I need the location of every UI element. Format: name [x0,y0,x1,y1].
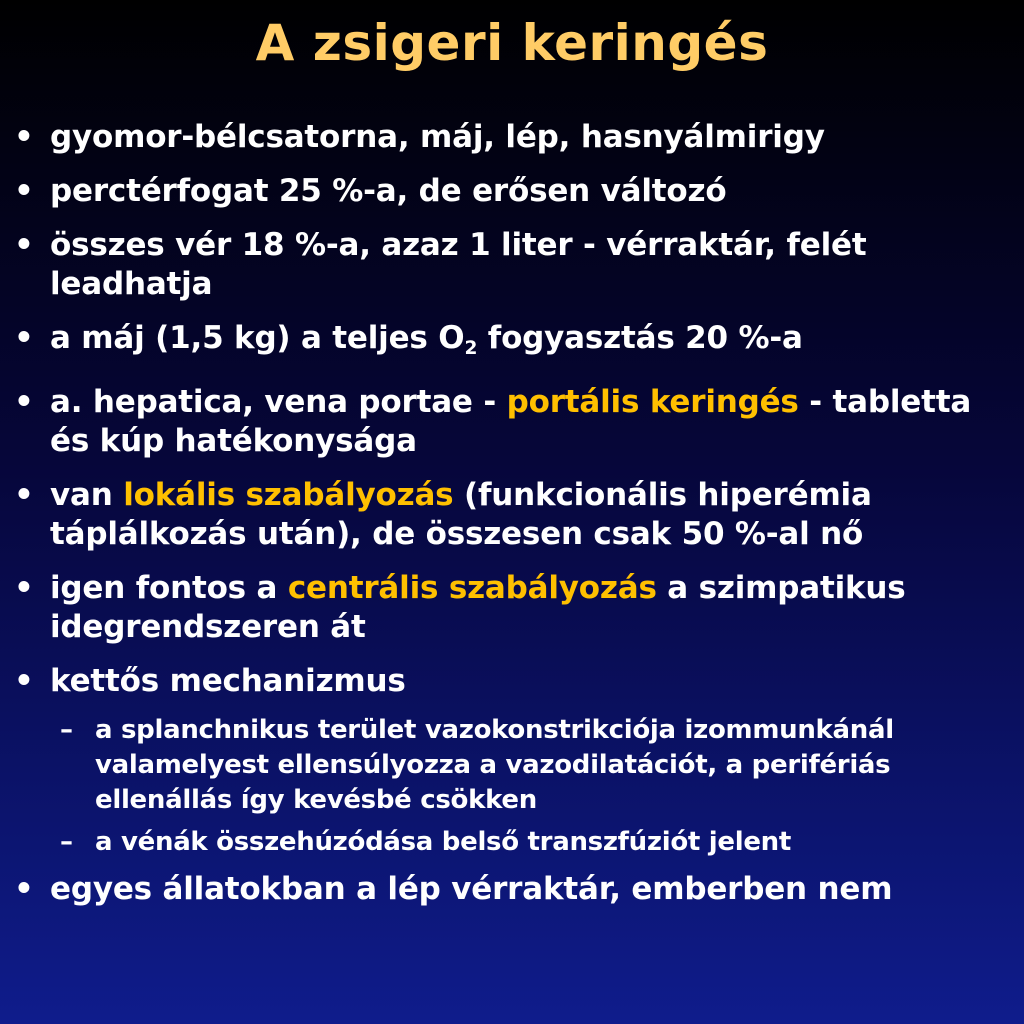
sub-bullet-item [0,825,1024,860]
bullet-marker: • [14,119,34,155]
bullet-list [0,118,1024,924]
bullet-text: van [50,477,124,513]
bullet-item [0,226,1024,304]
bullet-item [0,172,1024,211]
dash-marker: – [60,715,73,745]
bullet-text: fogyasztás 20 %-a [477,320,803,356]
highlight-text: portális keringés [506,384,799,420]
bullet-text: gyomor-bélcsatorna, máj, lép, hasnyálmirigy [50,119,825,155]
bullet-marker: • [14,663,34,699]
bullet-marker: • [14,871,34,907]
bullet-item [0,662,1024,701]
bullet-text: a szimpatikus idegrendszeren át [50,570,906,645]
dash-marker: – [60,827,73,857]
bullet-item [0,383,1024,461]
bullet-marker: • [14,384,34,420]
bullet-item [0,870,1024,909]
bullet-marker: • [14,173,34,209]
subscript: 2 [464,338,478,359]
bullet-text: a máj (1,5 kg) a teljes O [50,320,465,356]
sub-bullet-text: a vénák összehúzódása belső transzfúziót jelent [95,827,792,857]
bullet-marker: • [14,227,34,263]
bullet-item [0,476,1024,554]
bullet-item [0,569,1024,647]
sub-bullet-text: a splanchnikus terület vazokonstrikciója izommunkánál valamelyest ellensúlyozza a vazodilatációt, a perifériás ellenállás így kevésbé csökken [95,715,894,815]
bullet-text: (funkcionális hiperémia táplálkozás után), de összesen csak 50 %-al nő [50,477,872,552]
bullet-text: igen fontos a [50,570,288,606]
bullet-text: összes vér 18 %-a, azaz 1 liter - vérraktár, felét leadhatja [50,227,867,302]
bullet-text: kettős mechanizmus [50,663,406,699]
bullet-item [0,118,1024,157]
bullet-text: - tabletta és kúp hatékonysága [50,384,972,459]
slide-title: A zsigeri keringés [255,14,769,72]
bullet-text: egyes állatokban a lép vérraktár, emberben nem [50,871,893,907]
sub-bullet-item [0,713,1024,818]
bullet-marker: • [14,320,34,356]
highlight-text: lokális szabályozás [123,477,454,513]
bullet-text: a. hepatica, vena portae - [50,384,507,420]
bullet-marker: • [14,477,34,513]
bullet-text: perctérfogat 25 %-a, de erősen változó [50,173,727,209]
bullet-item [0,319,1024,368]
highlight-text: centrális szabályozás [287,570,657,606]
bullet-marker: • [14,570,34,606]
